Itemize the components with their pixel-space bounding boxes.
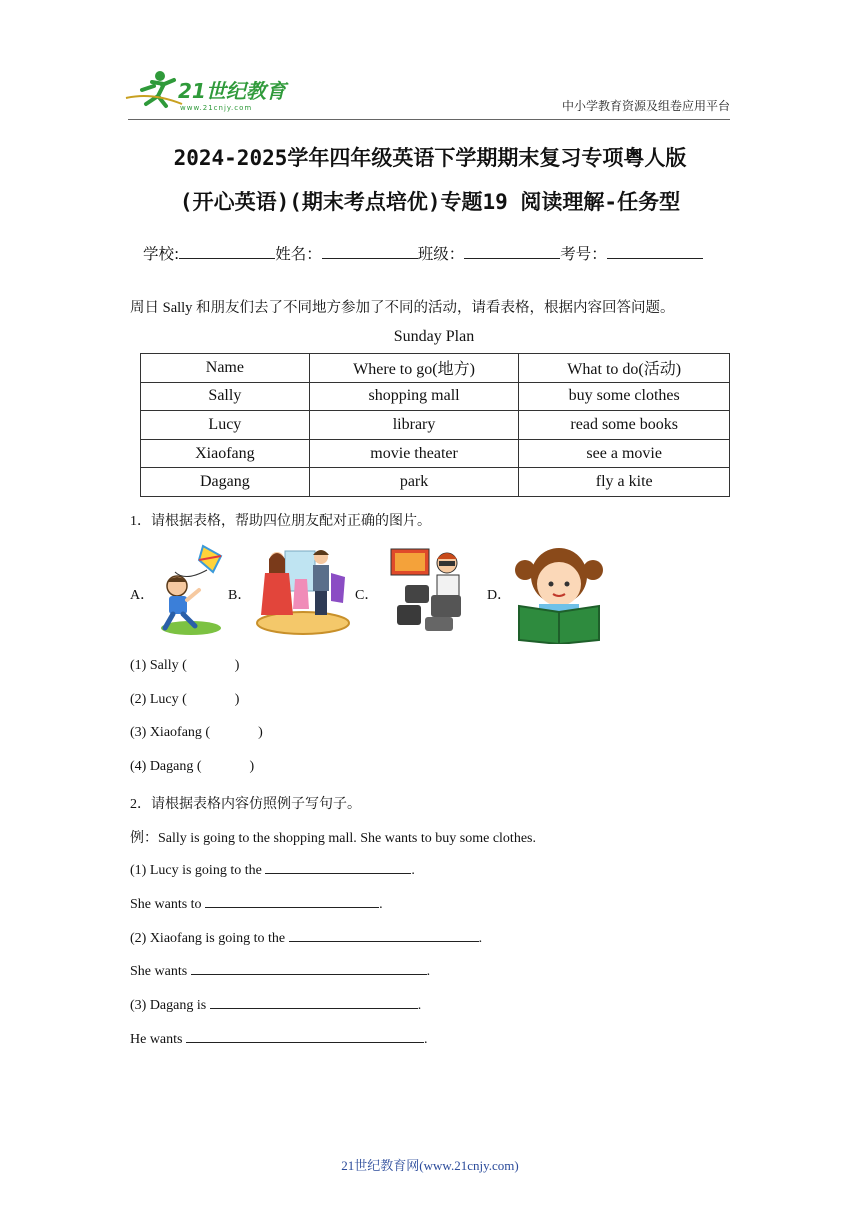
- school-label: 学校:: [143, 245, 180, 263]
- answer-blank[interactable]: [289, 929, 479, 942]
- table-header-cell: Name: [141, 354, 310, 383]
- logo-subtext: www.21cnjy.com: [180, 104, 253, 112]
- answer-blank[interactable]: [210, 996, 418, 1009]
- table-title: Sunday Plan: [393, 328, 475, 345]
- header-divider: [128, 119, 730, 120]
- q1-item-1: (1) Sally ( ): [130, 658, 240, 673]
- page-title-line1: 2024-2025学年四年级英语下学期期末复习专项粤人版: [173, 146, 687, 170]
- table-cell: movie theater: [309, 439, 519, 468]
- table-row: [141, 439, 730, 468]
- table-cell: park: [309, 468, 519, 497]
- table-cell: Dagang: [141, 468, 310, 497]
- question-2-prompt: 2．请根据表格内容仿照例子写句子。: [130, 797, 361, 812]
- table-row: [141, 411, 730, 440]
- table-row: [141, 382, 730, 411]
- option-d-label: D．: [487, 588, 512, 603]
- answer-line-6: He wants .: [130, 1032, 428, 1047]
- table-cell: Xiaofang: [141, 439, 310, 468]
- site-logo: [122, 68, 292, 116]
- table-row: [141, 468, 730, 497]
- answer-blank[interactable]: [191, 962, 427, 975]
- table-cell: see a movie: [519, 439, 730, 468]
- table-cell: Lucy: [141, 411, 310, 440]
- table-cell: shopping mall: [309, 382, 519, 411]
- sunday-plan-table: [140, 353, 730, 497]
- class-field[interactable]: [464, 244, 560, 259]
- question-1-prompt: 1．请根据表格，帮助四位朋友配对正确的图片。: [130, 514, 431, 529]
- shopping-image: [255, 543, 350, 640]
- answer-blank[interactable]: [205, 895, 379, 908]
- kite-boy-image: [155, 542, 227, 643]
- page-title-line2: (开心英语)(期末考点培优)专题19 阅读理解-任务型: [179, 190, 681, 214]
- q1-item-3: (3) Xiaofang ( ): [130, 725, 263, 740]
- reading-girl-image: [513, 540, 605, 649]
- number-field[interactable]: [607, 244, 703, 259]
- answer-line-1: (1) Lucy is going to the .: [130, 863, 415, 878]
- option-b-label: B．: [228, 588, 252, 603]
- number-label: 考号：: [560, 245, 607, 263]
- table-header-row: [141, 354, 730, 383]
- movie-theater-image: [387, 545, 477, 640]
- answer-line-5: (3) Dagang is .: [130, 998, 422, 1013]
- school-field[interactable]: [179, 244, 275, 259]
- q1-item-2: (2) Lucy ( ): [130, 692, 240, 707]
- answer-line-4: She wants .: [130, 964, 431, 979]
- table-cell: buy some clothes: [519, 382, 730, 411]
- name-field[interactable]: [322, 244, 418, 259]
- option-a-label: A．: [130, 588, 155, 603]
- table-cell: Sally: [141, 382, 310, 411]
- platform-label: 中小学教育资源及组卷应用平台: [561, 99, 730, 113]
- answer-blank[interactable]: [265, 861, 411, 874]
- option-c-label: C．: [355, 588, 379, 603]
- table-header-cell: Where to go(地方): [309, 354, 519, 383]
- table-cell: library: [309, 411, 519, 440]
- table-cell: read some books: [519, 411, 730, 440]
- footer-link[interactable]: 21世纪教育网(www.21cnjy.com): [341, 1158, 519, 1173]
- name-label: 姓名：: [275, 245, 322, 263]
- q1-item-4: (4) Dagang ( ): [130, 759, 255, 774]
- student-info: [143, 242, 703, 264]
- logo-text: 21世纪教育: [178, 79, 286, 103]
- answer-blank[interactable]: [186, 1030, 424, 1043]
- table-header-cell: What to do(活动): [519, 354, 730, 383]
- table-cell: fly a kite: [519, 468, 730, 497]
- class-label: 班级：: [417, 245, 465, 263]
- example-sentence: 例：Sally is going to the shopping mall. She wants to buy some clothes.: [130, 831, 536, 846]
- answer-line-3: (2) Xiaofang is going to the .: [130, 931, 483, 946]
- answer-line-2: She wants to .: [130, 897, 383, 912]
- intro-text: 周日 Sally 和朋友们去了不同地方参加了不同的活动，请看表格，根据内容回答问题。: [130, 300, 675, 316]
- runner-icon: [126, 71, 182, 106]
